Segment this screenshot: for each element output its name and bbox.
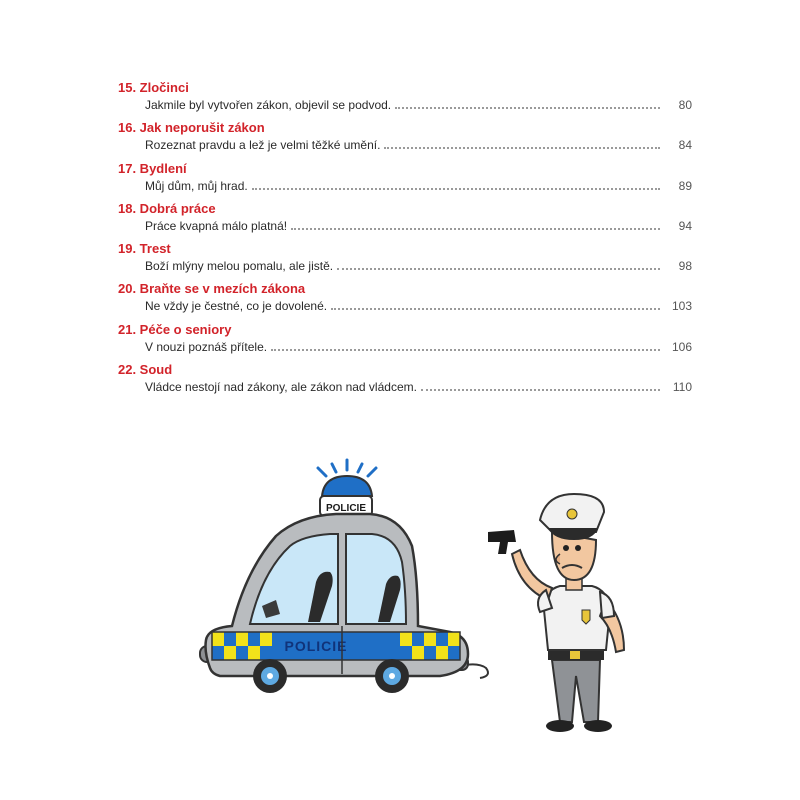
dot-leader (395, 107, 660, 109)
toc-entry[interactable] (118, 241, 692, 281)
toc-line (145, 338, 692, 356)
chapter-subtitle: V nouzi poznáš přítele. (145, 339, 268, 354)
dot-leader (421, 389, 660, 391)
chapter-title[interactable]: 18. Dobrá práce (118, 200, 216, 216)
page-number: 80 (678, 98, 692, 112)
right-shoe (584, 720, 612, 732)
car-door-text: POLICIE (284, 638, 348, 654)
chapter-title[interactable]: 21. Péče o seniory (118, 321, 232, 337)
chapter-subtitle: Boží mlýny melou pomalu, ale jistě. (145, 259, 334, 274)
toc-entry[interactable] (118, 80, 692, 120)
table-of-contents (118, 80, 692, 402)
chapter-subtitle: Můj dům, můj hrad. (145, 178, 248, 193)
dot-leader (291, 228, 660, 230)
dot-leader (384, 147, 660, 149)
officer-legs (552, 660, 600, 722)
toc-line (145, 217, 692, 235)
page-number: 89 (678, 178, 692, 193)
chapter-title[interactable]: 17. Bydlení (118, 160, 187, 176)
toc-line (145, 136, 692, 154)
front-wheel (253, 659, 287, 693)
officer-eye (563, 545, 569, 551)
toc-entry[interactable] (118, 281, 692, 321)
dot-leader (331, 308, 660, 310)
police-officer (488, 494, 624, 732)
toc-line (145, 257, 692, 275)
toc-line (145, 297, 692, 315)
pistol-icon (488, 530, 516, 554)
chapter-subtitle: Vládce nestojí nad zákony, ale zákon nad vládcem. (145, 380, 417, 395)
police-illustration (0, 450, 800, 750)
roof-sign-text: POLICIE (325, 503, 367, 514)
chapter-title[interactable]: 22. Soud (118, 362, 173, 378)
chapter-subtitle: Jakmile byl vytvořen zákon, objevil se podvod. (145, 98, 392, 112)
left-shoe (546, 720, 574, 732)
toc-entry[interactable] (118, 120, 692, 160)
toc-entry[interactable] (118, 362, 692, 402)
page-number: 103 (671, 299, 692, 314)
chapter-title[interactable]: 19. Trest (118, 241, 171, 257)
chapter-title[interactable]: 15. Zločinci (118, 80, 189, 95)
page-number: 98 (678, 259, 692, 274)
chapter-title[interactable]: 16. Jak neporušit zákon (118, 120, 265, 136)
page-number: 106 (671, 339, 692, 354)
officer-eye (575, 545, 581, 551)
chapter-subtitle: Práce kvapná málo platná! (145, 218, 288, 233)
dot-leader (271, 349, 660, 351)
cap-badge (567, 509, 577, 519)
police-car (200, 460, 488, 693)
dot-leader (337, 268, 660, 270)
toc-line (145, 378, 692, 396)
right-sleeve (600, 592, 614, 618)
chapter-subtitle: Rozeznat pravdu a lež je velmi těžké umění. (145, 138, 381, 153)
toc-entry[interactable] (118, 201, 692, 241)
chapter-subtitle: Ne vždy je čestné, co je dovolené. (145, 299, 328, 314)
page-number: 110 (672, 380, 692, 395)
page-number: 84 (678, 138, 692, 153)
chapter-title[interactable]: 20. Braňte se v mezích zákona (118, 281, 306, 297)
siren-light (322, 476, 372, 496)
toc-line (145, 96, 692, 114)
toc-entry[interactable] (118, 161, 692, 201)
page-number: 94 (678, 218, 692, 233)
siren-rays (318, 460, 376, 476)
rear-wheel (375, 659, 409, 693)
dot-leader (252, 188, 660, 190)
toc-line (145, 177, 692, 195)
shirt-badge (582, 610, 590, 624)
toc-entry[interactable] (118, 322, 692, 362)
